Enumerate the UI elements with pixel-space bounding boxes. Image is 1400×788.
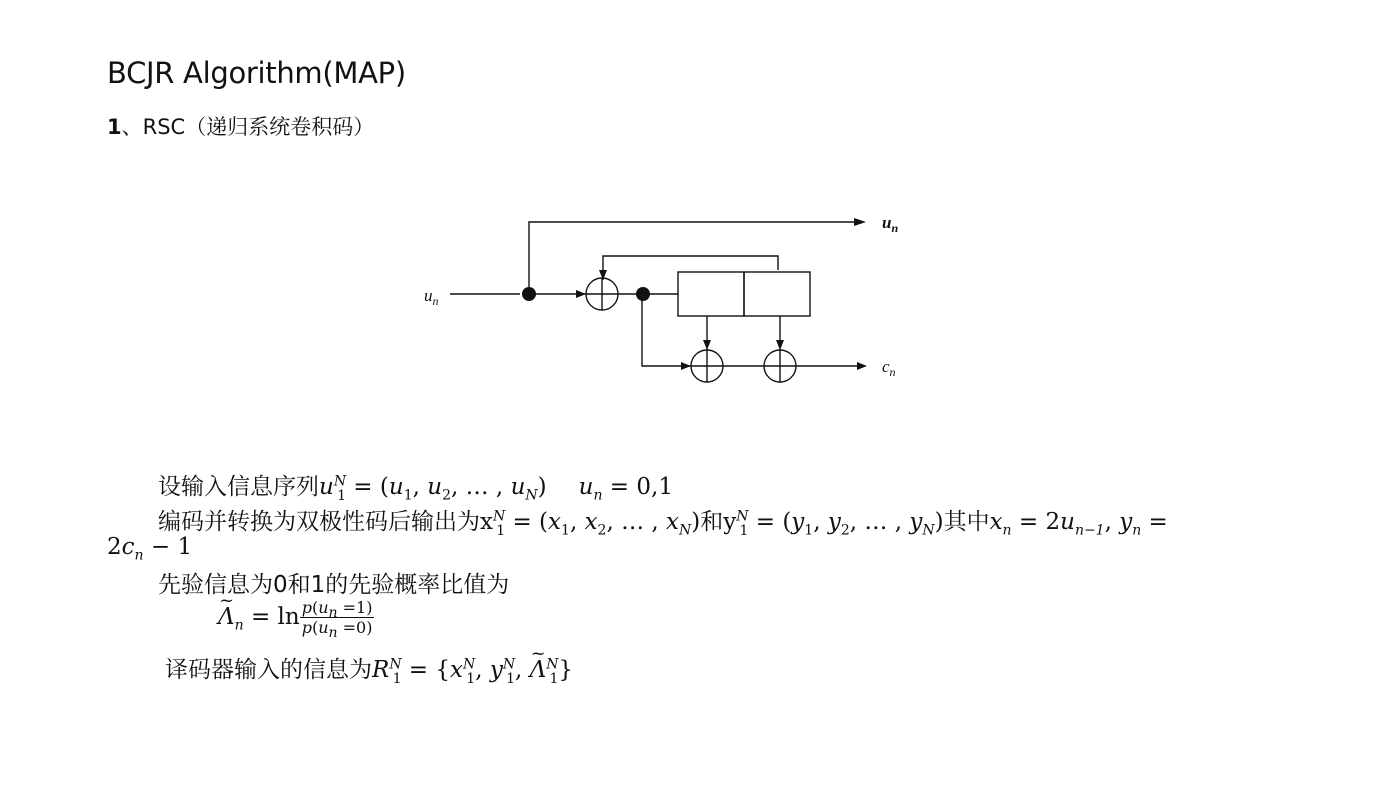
arrow-tap1 bbox=[703, 340, 711, 350]
arrow-parity bbox=[857, 362, 867, 370]
arrow-adder2 bbox=[681, 362, 691, 370]
page-title: BCJR Algorithm(MAP) bbox=[107, 56, 406, 90]
input-label: $u_n$ bbox=[424, 286, 439, 308]
parity-output-label: $c_n$ bbox=[882, 357, 896, 379]
and-text: 和 bbox=[700, 509, 724, 535]
junction-dot-1 bbox=[522, 287, 536, 301]
decoder-input-line: 译码器输入的信息为$R^N_1 = \{x^N_1$, $y^N_1$, ~ $\Lambda^N_1$} bbox=[165, 651, 573, 684]
section-label: 、RSC（递归系统卷积码） bbox=[121, 115, 375, 139]
shift-register-2 bbox=[744, 272, 810, 316]
rsc-encoder-diagram bbox=[410, 190, 910, 390]
line6-text: 译码器输入的信息为 bbox=[165, 657, 372, 683]
bipolar-output-line: 编码并转换为双极性码后输出为$x^N_1 = (x_1$, $x_2$, … , $x_N$)和$y^N_1 = (y_1$, $y_2$, … , $y_N$)其中$x_n = 2u_{n-1}$, $y_n$ = bbox=[158, 508, 1168, 539]
input-sequence-line: 设输入信息序列$u^N_1 = (u_1$, $u_2$, … , $u_N$) $u_n = 0,1$ bbox=[158, 473, 673, 504]
line2-text: 编码并转换为双极性码后输出为 bbox=[158, 509, 480, 535]
where-text: 其中 bbox=[943, 509, 990, 535]
parity-tap-line bbox=[642, 294, 691, 366]
feedback-line bbox=[603, 256, 778, 280]
llr-formula: ~ $\Lambda_n = \ln$ $\frac{p(u_n =1)}{p(u_n =0)}$ bbox=[218, 598, 374, 637]
junction-dot-2 bbox=[636, 287, 650, 301]
line1-text: 设输入信息序列 bbox=[158, 474, 319, 500]
systematic-output-label: $u_n$ bbox=[882, 213, 899, 235]
section-number: 1 bbox=[107, 115, 122, 139]
bipolar-output-line-cont: $2c_n - 1$ bbox=[107, 534, 193, 564]
section-heading bbox=[107, 111, 374, 141]
llr-fraction: $\frac{p(u_n =1)}{p(u_n =0)}$ bbox=[301, 598, 373, 642]
prior-info-line: 先验信息为0和1的先验概率比值为 bbox=[158, 572, 510, 598]
shift-register-1 bbox=[678, 272, 744, 316]
arrow-tap2 bbox=[776, 340, 784, 350]
arrow-systematic bbox=[854, 218, 866, 226]
arrow-adder1 bbox=[576, 290, 586, 298]
